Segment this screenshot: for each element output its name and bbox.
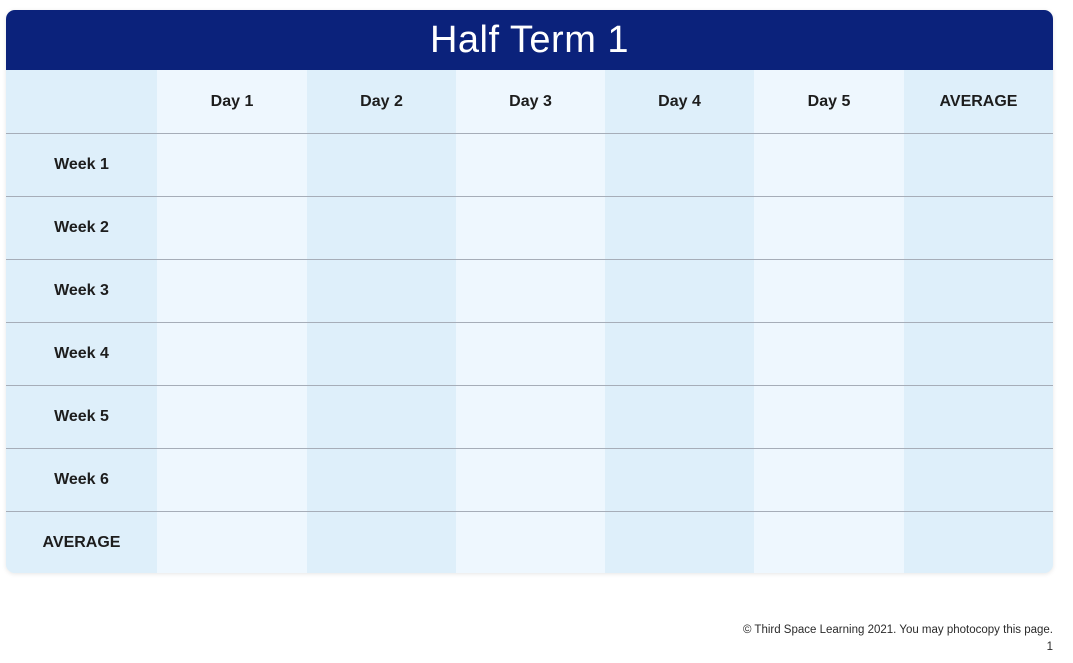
entry-cell[interactable] (456, 512, 605, 574)
tracker-table (6, 70, 1053, 573)
entry-cell[interactable] (904, 386, 1053, 449)
entry-cell[interactable] (904, 197, 1053, 260)
table-row (6, 512, 1053, 574)
entry-cell[interactable] (904, 323, 1053, 386)
column-header: Day 4 (605, 70, 754, 134)
table-row (6, 449, 1053, 512)
entry-cell[interactable] (605, 512, 754, 574)
table-row (6, 134, 1053, 197)
column-header: Day 3 (456, 70, 605, 134)
entry-cell[interactable] (307, 512, 456, 574)
table-row (6, 260, 1053, 323)
entry-cell[interactable] (754, 512, 904, 574)
row-header: Week 3 (6, 260, 157, 323)
entry-cell[interactable] (456, 386, 605, 449)
entry-cell[interactable] (605, 260, 754, 323)
entry-cell[interactable] (456, 197, 605, 260)
entry-cell[interactable] (456, 449, 605, 512)
entry-cell[interactable] (754, 134, 904, 197)
row-header: Week 6 (6, 449, 157, 512)
entry-cell[interactable] (904, 512, 1053, 574)
entry-cell[interactable] (456, 134, 605, 197)
entry-cell[interactable] (456, 323, 605, 386)
column-header: Day 1 (157, 70, 307, 134)
row-header: AVERAGE (6, 512, 157, 574)
corner-cell (6, 70, 157, 134)
entry-cell[interactable] (754, 449, 904, 512)
row-header: Week 5 (6, 386, 157, 449)
entry-cell[interactable] (307, 323, 456, 386)
entry-cell[interactable] (157, 134, 307, 197)
entry-cell[interactable] (904, 260, 1053, 323)
table-row (6, 197, 1053, 260)
entry-cell[interactable] (605, 134, 754, 197)
entry-cell[interactable] (605, 386, 754, 449)
entry-cell[interactable] (307, 134, 456, 197)
entry-cell[interactable] (307, 260, 456, 323)
page-title: Half Term 1 (6, 10, 1053, 70)
tracker-card (6, 10, 1053, 573)
column-header: AVERAGE (904, 70, 1053, 134)
entry-cell[interactable] (157, 323, 307, 386)
entry-cell[interactable] (754, 260, 904, 323)
entry-cell[interactable] (605, 197, 754, 260)
table-row (6, 323, 1053, 386)
entry-cell[interactable] (307, 386, 456, 449)
column-header: Day 2 (307, 70, 456, 134)
entry-cell[interactable] (307, 197, 456, 260)
entry-cell[interactable] (157, 449, 307, 512)
entry-cell[interactable] (904, 134, 1053, 197)
entry-cell[interactable] (754, 197, 904, 260)
entry-cell[interactable] (605, 323, 754, 386)
column-header: Day 5 (754, 70, 904, 134)
entry-cell[interactable] (456, 260, 605, 323)
table-row (6, 386, 1053, 449)
page-number: 1 (1046, 641, 1053, 653)
entry-cell[interactable] (605, 449, 754, 512)
entry-cell[interactable] (754, 386, 904, 449)
entry-cell[interactable] (157, 512, 307, 574)
entry-cell[interactable] (307, 449, 456, 512)
entry-cell[interactable] (157, 260, 307, 323)
row-header: Week 4 (6, 323, 157, 386)
entry-cell[interactable] (754, 323, 904, 386)
entry-cell[interactable] (157, 386, 307, 449)
row-header: Week 2 (6, 197, 157, 260)
entry-cell[interactable] (904, 449, 1053, 512)
row-header: Week 1 (6, 134, 157, 197)
copyright-note: © Third Space Learning 2021. You may photocopy this page. (742, 624, 1053, 636)
table-header-row (6, 70, 1053, 134)
entry-cell[interactable] (157, 197, 307, 260)
